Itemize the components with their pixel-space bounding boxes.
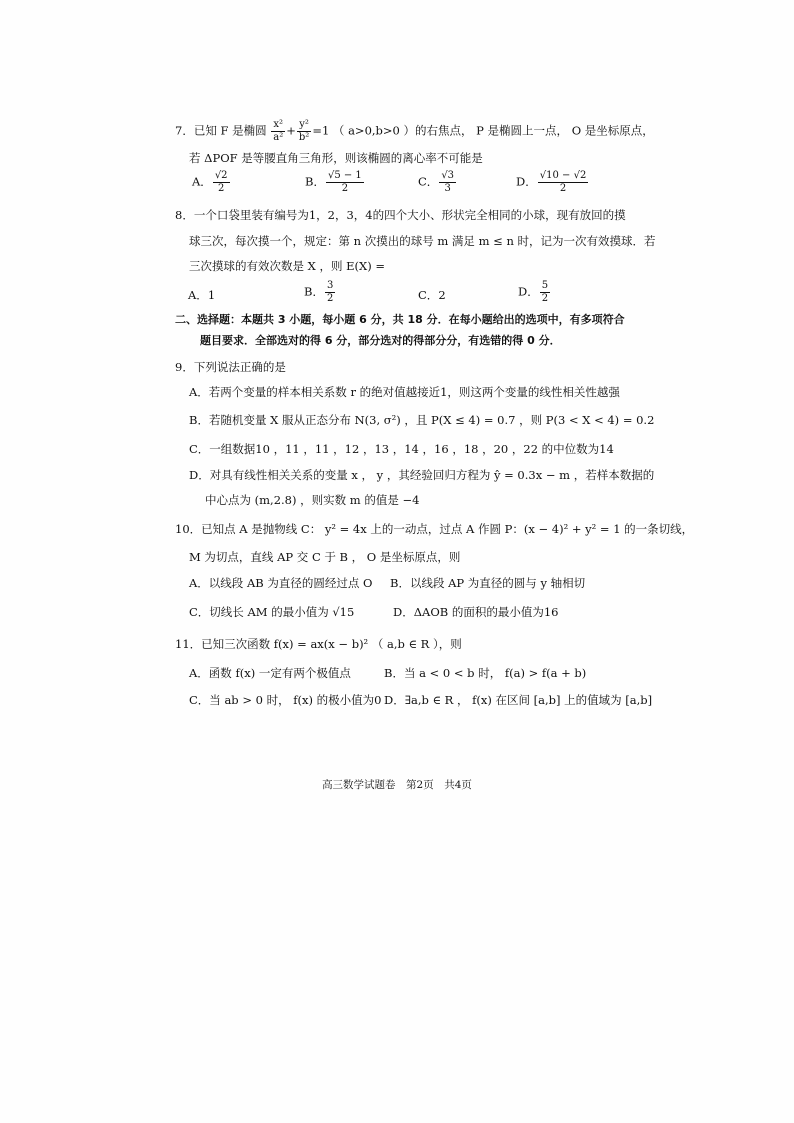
q7-option-d-label: D． <box>516 174 537 189</box>
q10-option-b: B．以线段 AP 为直径的圆与 y 轴相切 <box>390 576 586 590</box>
q7-option-b-num: √5 − 1 <box>327 170 362 181</box>
q7-option-c-den: 3 <box>444 183 451 194</box>
q7-ellipse-y-num: y² <box>297 119 311 132</box>
q7-ellipse-x-num: x² <box>271 119 285 132</box>
q7-prefix: 7．已知 F 是椭圆 <box>175 123 267 138</box>
q7-option-b-den: 2 <box>341 183 349 194</box>
q7-option-c-num: √3 <box>441 170 455 181</box>
q8-option-b-fraction <box>325 280 335 305</box>
q7-option-b <box>305 170 365 195</box>
q7-ellipse-y-fraction <box>297 119 311 144</box>
q8-option-d-label: D． <box>518 284 539 299</box>
q8-option-d-den: 2 <box>541 293 549 304</box>
q9-option-d-line2: 中心点为 (m,2.8) ，则实数 m 的值是 −4 <box>205 493 420 507</box>
section2-heading-line2: 题目要求．全部选对的得 6 分，部分选对的得部分分，有选错的得 0 分． <box>200 334 561 347</box>
q7-ellipse-a-den: a² <box>273 132 284 143</box>
q8-stem-line1: 8．一个口袋里装有编号为1，2，3，4的四个大小、形状完全相同的小球，现有放回的摸 <box>175 208 626 222</box>
q8-option-b-num: 3 <box>326 280 334 291</box>
q7-stem-line2: 若 ΔPOF 是等腰直角三角形，则该椭圆的离心率不可能是 <box>189 151 483 165</box>
q8-option-a-label: A． <box>188 288 208 302</box>
q7-stem-line1: 7．已知 F 是椭圆 $\frac{\text{x²}}{\text{a²}}$ + $\frac{\text{y²}}{\text{b²}}$ =1 （ a>0,b>0 ）的右焦点， P 是椭圆上一点， O 是坐标原点， <box>175 119 654 143</box>
q7-option-a-fraction <box>213 170 230 195</box>
q8-option-d <box>518 280 551 305</box>
q8-stem-line2: 球三次，每次摸一个，规定：第 n 次摸出的球号 m 满足 m ≤ n 时，记为一次有效摸球．若 <box>189 234 656 248</box>
q8-option-c <box>418 287 446 303</box>
q7-option-a-den: 2 <box>217 183 225 194</box>
q10-option-d: D．ΔAOB 的面积的最小值为16 <box>393 605 559 619</box>
q9-option-c: C．一组数据10 ，11 ，11 ，12 ，13 ，14 ，16 ，18 ，20 ，22 的中位数为14 <box>189 442 614 456</box>
q10-option-a: A．以线段 AB 为直径的圆经过点 O <box>189 576 373 590</box>
q11-option-a: A．函数 f(x) 一定有两个极值点 <box>189 666 351 680</box>
q11-option-d: D．∃a,b ∈ R ， f(x) 在区间 [a,b] 上的值域为 [a,b] <box>384 693 653 707</box>
q9-option-b: B．若随机变量 X 服从正态分布 N(3, σ²) ，且 P(X ≤ 4) = 0.7 ，则 P(3 < X < 4) = 0.2 <box>189 413 655 427</box>
q7-option-a-label: A． <box>192 174 212 189</box>
q7-option-d <box>516 170 589 195</box>
q8-option-d-fraction <box>540 280 550 305</box>
q11-option-c: C．当 ab > 0 时， f(x) 的极小值为0 <box>189 693 382 707</box>
q8-stem-line3: 三次摸球的有效次数是 X ，则 E(X) = <box>189 259 385 273</box>
q7-option-a <box>192 170 231 195</box>
q8-option-b-den: 2 <box>326 293 334 304</box>
q7-suffix: =1 （ a>0,b>0 ）的右焦点， P 是椭圆上一点， O 是坐标原点， <box>312 123 654 138</box>
q9-option-d-line1: D．对具有线性相关关系的变量 x ， y ，其经验回归方程为 ŷ = 0.3x − m ，若样本数据的 <box>189 468 655 482</box>
q7-option-d-fraction <box>538 170 589 195</box>
q9-stem: 9．下列说法正确的是 <box>175 360 286 374</box>
section2-heading-line1: 二、选择题：本题共 3 小题，每小题 6 分，共 18 分．在每小题给出的选项中，有多项符合 <box>175 313 625 326</box>
q11-option-b: B．当 a < 0 < b 时， f(a) > f(a + b) <box>384 666 587 680</box>
q7-option-d-num: √10 − √2 <box>539 170 587 181</box>
q7-option-b-fraction <box>326 170 364 195</box>
q7-option-b-label: B． <box>305 174 325 189</box>
q8-option-a-value: 1 <box>207 288 216 302</box>
q8-option-c-label: C． <box>418 288 439 302</box>
q7-option-c-fraction <box>439 170 456 195</box>
q7-ellipse-b-den: b² <box>298 132 310 143</box>
q10-stem-line2: M 为切点，直线 AP 交 C 于 B ， O 是坐标原点，则 <box>189 550 461 564</box>
q7-option-c <box>418 170 457 195</box>
q11-stem: 11．已知三次函数 f(x) = ax(x − b)² （ a,b ∈ R ），则 <box>175 637 462 651</box>
q8-option-d-num: 5 <box>541 280 549 291</box>
q8-option-b <box>304 280 336 305</box>
q7-option-c-label: C． <box>418 174 439 189</box>
q8-option-b-label: B． <box>304 284 324 299</box>
q9-option-a: A．若两个变量的样本相关系数 r 的绝对值越接近1，则这两个变量的线性相关性越强 <box>189 385 620 399</box>
page-footer: 高三数学试题卷 第2页 共4页 <box>322 779 472 791</box>
q7-ellipse-x-fraction <box>271 119 285 144</box>
q10-option-c: C．切线长 AM 的最小值为 √15 <box>189 605 355 619</box>
q7-option-a-num: √2 <box>214 170 228 181</box>
q7-option-d-den: 2 <box>559 183 567 194</box>
q10-stem-line1: 10．已知点 A 是抛物线 C： y² = 4x 上的一动点，过点 A 作圆 P：(x − 4)² + y² = 1 的一条切线， <box>175 522 694 536</box>
q8-option-c-value: 2 <box>438 288 446 302</box>
q8-option-a <box>188 287 215 303</box>
